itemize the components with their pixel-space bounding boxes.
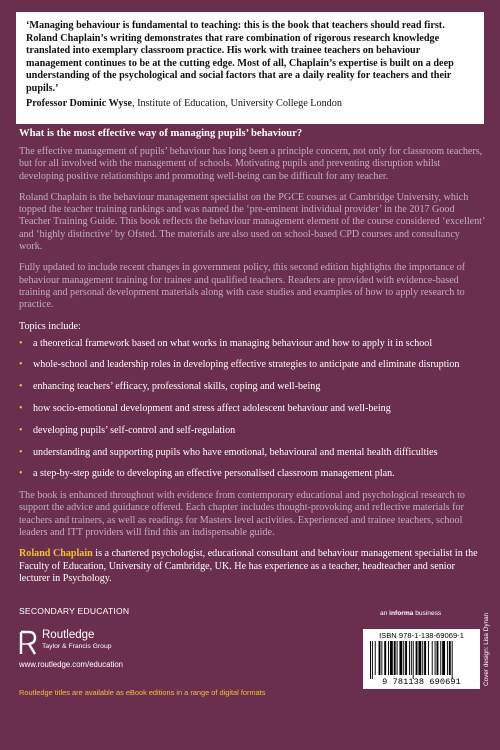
barcode-bar: [394, 641, 396, 675]
topic-item: • understanding and supporting pupils who have emotional, behavioural and mental health difficulties: [19, 446, 438, 458]
topics-label: Topics include:: [19, 320, 81, 332]
barcode-bar: [432, 641, 433, 675]
barcode-bar: [437, 641, 439, 675]
endorsement-quote-box: [16, 12, 484, 124]
barcode-bar: [413, 641, 414, 679]
paragraph-author-course: Roland Chaplain is the behaviour management specialist on the PGCE courses at Cambridge University, which topped the teacher training rankings and was named the ‘pre-eminent individual provider’ in the 2017 Good Teacher Training Guide. This book reflects the behaviour management element of the course considered ‘excellent’ and ‘highly distinctive’ by Ofsted. The materials are also used on school-based CPD courses and consultancy work.: [19, 191, 485, 253]
bullet-icon: •: [19, 424, 23, 436]
bullet-icon: •: [19, 402, 23, 414]
blurb-headline: What is the most effective way of managing pupils’ behaviour?: [19, 128, 303, 139]
subject-category: SECONDARY EDUCATION: [19, 606, 130, 616]
barcode-bar: [447, 641, 448, 675]
barcode-bar: [411, 641, 412, 675]
quote-attribution: [26, 97, 474, 110]
barcode-bar: [384, 641, 386, 675]
topic-item: • a theoretical framework based on what works in managing behaviour and how to apply it in school: [19, 337, 433, 349]
ebook-note: Routledge titles are available as eBook editions in a range of digital formats: [19, 688, 266, 697]
barcode-bar: [370, 641, 371, 679]
paragraph-edition: Fully updated to include recent changes in government policy, this second edition highlights the importance of behaviour management training for trainee and qualified teachers. Readers are provided with evidence-based training and personal development materials along with case studies and examples of how to apply research to practice.: [19, 262, 466, 311]
barcode-bar: [403, 641, 404, 675]
barcode-bar: [409, 641, 410, 675]
bullet-icon: •: [19, 359, 23, 371]
back-cover-footer: [0, 602, 500, 750]
author-name: Roland Chaplain: [19, 548, 93, 560]
paragraph-intro: The effective management of pupils’ behaviour has long been a principle concern, not only for classroom teachers, but for all involved with the management of schools. Motivating pupils and preventing disruption whilst developing positive relationships and promoting well-being can be difficult for any teacher.: [19, 146, 483, 182]
topic-item: • developing pupils’ self-control and self-regulation: [19, 424, 236, 436]
barcode-bar: [435, 641, 436, 675]
barcode-bar: [416, 641, 418, 675]
barcode-bar: [422, 641, 423, 675]
paragraph-closing: The book is enhanced throughout with evidence from contemporary educational and psychological research to support the advice and guidance offered. Each chapter includes thought-provoking and reflective materials for teachers and trainers, as well as readings for Masters level activities. Experienced and trainee teachers, school leaders and ITT providers will find this an indispensable guide.: [19, 490, 465, 539]
barcode-digits: 9 781138 690691: [382, 677, 461, 687]
barcode-bar: [428, 641, 429, 675]
barcode-bar: [390, 641, 393, 675]
publisher-group: Taylor & Francis Group: [42, 643, 112, 650]
barcode-bar: [449, 641, 451, 675]
blurb-body: [19, 128, 485, 594]
endorsement-quote: ‘Managing behaviour is fundamental to teaching: this is the book that teachers should read first. Roland Chaplain’s writing demonstrates that rare combination of rigorous research knowledge translated into exemplary classroom practice. His work with trainee teachers on behaviour management continues to be at the cutting edge. Most of all, Chaplain’s expertise is built on a deep understanding of the psychological and social factors that are a daily reality for teachers and their pupils.’: [26, 20, 454, 94]
topic-item: • enhancing teachers’ efficacy, professional skills, coping and well-being: [19, 381, 321, 393]
topic-item: • how socio-emotional development and stress affect adolescent behaviour and well-being: [19, 402, 391, 414]
author-bio: [19, 548, 485, 585]
barcode-bar: [418, 641, 421, 675]
isbn-label: ISBN 978-1-138-69069-1: [379, 631, 464, 640]
barcode-bar: [388, 641, 389, 675]
barcode-bar: [405, 641, 407, 675]
publisher-name: Routledge: [42, 629, 95, 641]
barcode-bar: [372, 641, 373, 679]
barcode-bar: [452, 641, 453, 679]
barcode-bar: [399, 641, 402, 675]
barcode-bar: [442, 641, 445, 675]
barcode-bar: [440, 641, 441, 675]
bullet-icon: •: [19, 337, 23, 349]
routledge-logo-icon: [18, 630, 38, 656]
topics-list: [19, 338, 485, 481]
informa-business-label: an informa business: [380, 610, 442, 617]
isbn-barcode: [363, 629, 480, 689]
routledge-logo: [18, 628, 112, 656]
barcode-bar: [375, 641, 376, 675]
bullet-icon: •: [19, 381, 23, 393]
publisher-url: www.routledge.com/education: [19, 660, 124, 669]
barcode-bar: [379, 641, 381, 675]
bullet-icon: •: [19, 468, 23, 480]
cover-design-credit: Cover design: Lisa Dynan: [483, 612, 490, 686]
barcode-bar: [381, 641, 382, 675]
barcode-bar: [397, 641, 398, 675]
author-bio-text: is a chartered psychologist, educational consultant and behaviour management specialist in the Faculty of Education, University of Cambridge, UK. He has experience as a teacher, headteacher and senior lecturer in Psychology.: [19, 548, 478, 584]
barcode-bar: [424, 641, 426, 675]
quote-affiliation: , Institute of Education, University College London: [132, 97, 342, 109]
barcode-bars: [366, 641, 477, 679]
quote-author: Professor Dominic Wyse: [26, 97, 133, 109]
topic-item: • a step-by-step guide to developing an effective personalised classroom management plan.: [19, 468, 395, 480]
topic-item: • whole-school and leadership roles in developing effective strategies to anticipate and eliminate disruption: [19, 359, 460, 371]
bullet-icon: •: [19, 446, 23, 458]
